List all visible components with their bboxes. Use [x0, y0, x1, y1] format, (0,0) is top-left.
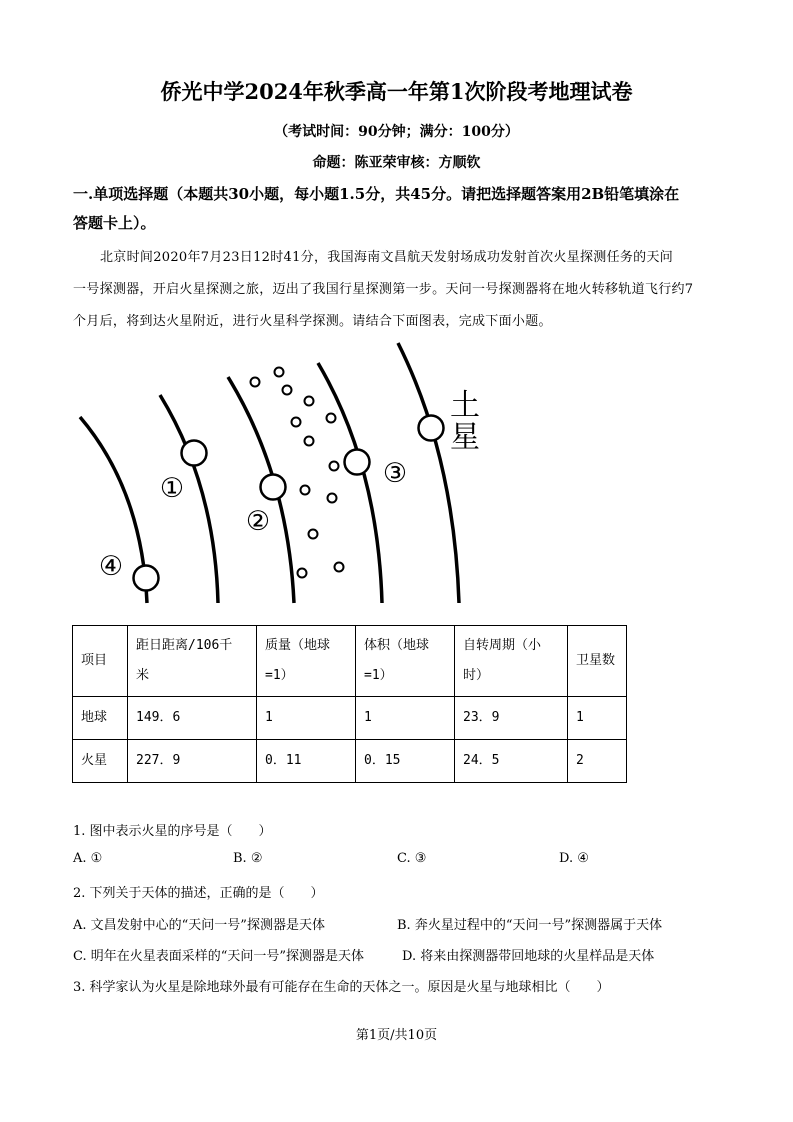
table-cell: 地球 — [73, 697, 128, 740]
planet-data-table — [72, 625, 627, 783]
header-cell: 距日距离/106千 米 — [128, 626, 257, 697]
passage-line2: 一号探测器，开启火星探测之旅，迈出了我国行星探测第一步。天问一号探测器将在地火转移轨道飞行约7 — [73, 282, 694, 297]
planet-2 — [261, 475, 286, 500]
table-cell: 149．6 — [128, 697, 257, 740]
header-cell: 项目 — [73, 626, 128, 697]
label-1: ① — [159, 473, 185, 504]
solar-system-figure — [60, 335, 500, 607]
table-cell: 24．5 — [455, 740, 568, 783]
table-cell: 1 — [356, 697, 455, 740]
table-cell: 227．9 — [128, 740, 257, 783]
header-cell: 质量（地球 =1） — [257, 626, 356, 697]
table-cell: 23．9 — [455, 697, 568, 740]
page-footer: 第1页/共10页 — [355, 1028, 438, 1043]
planet-1 — [182, 441, 207, 466]
header-cell: 自转周期（小 时） — [455, 626, 568, 697]
table-row — [73, 740, 627, 783]
table-cell: 火星 — [73, 740, 128, 783]
question-2-option-b[interactable]: B. 奔火星过程中的“天问一号”探测器属于天体 — [397, 918, 663, 933]
question-2-stem: 2. 下列关于天体的描述，正确的是（ ） — [73, 886, 324, 901]
table-header-row — [73, 626, 627, 697]
exam-info: （考试时间：90分钟；满分：100分） — [274, 124, 519, 140]
question-1-stem: 1. 图中表示火星的序号是（ ） — [73, 824, 272, 839]
question-1-option-d[interactable]: D. ④ — [559, 851, 589, 866]
label-4: ④ — [98, 551, 124, 582]
table-cell: 0．11 — [257, 740, 356, 783]
authors: 命题：陈亚荣审核：方顺钦 — [312, 155, 481, 171]
header-cell: 卫星数 — [568, 626, 627, 697]
saturn-label-bottom: 星 — [450, 420, 480, 455]
planet-saturn — [419, 416, 444, 441]
orbit-4 — [318, 363, 382, 603]
question-3-stem: 3. 科学家认为火星是除地球外最有可能存在生命的天体之一。原因是火星与地球相比（ ） — [73, 980, 610, 995]
question-2-option-c[interactable]: C. 明年在火星表面采样的“天问一号”探测器是天体 — [73, 949, 365, 964]
saturn-label-top: 土 — [450, 388, 480, 423]
section-heading-line1: 一.单项选择题（本题共30小题，每小题1.5分，共45分。请把选择题答案用2B铅笔填涂在 — [73, 185, 680, 203]
question-2-option-d[interactable]: D. 将来由探测器带回地球的火星样品是天体 — [402, 949, 655, 964]
planet-4 — [134, 566, 159, 591]
table-cell: 1 — [568, 697, 627, 740]
label-3: ③ — [382, 458, 408, 489]
passage-line3: 个月后，将到达火星附近，进行火星科学探测。请结合下面图表，完成下面小题。 — [73, 314, 552, 329]
table-row — [73, 697, 627, 740]
table-cell: 0．15 — [356, 740, 455, 783]
header-cell: 体积（地球 =1） — [356, 626, 455, 697]
planet-3 — [345, 450, 370, 475]
table-cell: 2 — [568, 740, 627, 783]
passage-line1: 北京时间2020年7月23日12时41分，我国海南文昌航天发射场成功发射首次火星探测任务的天问 — [100, 250, 674, 265]
orbit-5 — [398, 343, 459, 603]
page-title: 侨光中学2024年秋季高一年第1次阶段考地理试卷 — [160, 79, 633, 104]
section-heading-line2: 答题卡上）。 — [73, 214, 156, 232]
question-1-option-b[interactable]: B. ② — [233, 851, 263, 866]
question-2-option-a[interactable]: A. 文昌发射中心的“天问一号”探测器是天体 — [73, 918, 325, 933]
label-2: ② — [245, 506, 271, 537]
question-1-option-a[interactable]: A. ① — [73, 851, 103, 866]
question-1-option-c[interactable]: C. ③ — [397, 851, 427, 866]
asteroid-belt — [251, 368, 344, 578]
table-cell: 1 — [257, 697, 356, 740]
